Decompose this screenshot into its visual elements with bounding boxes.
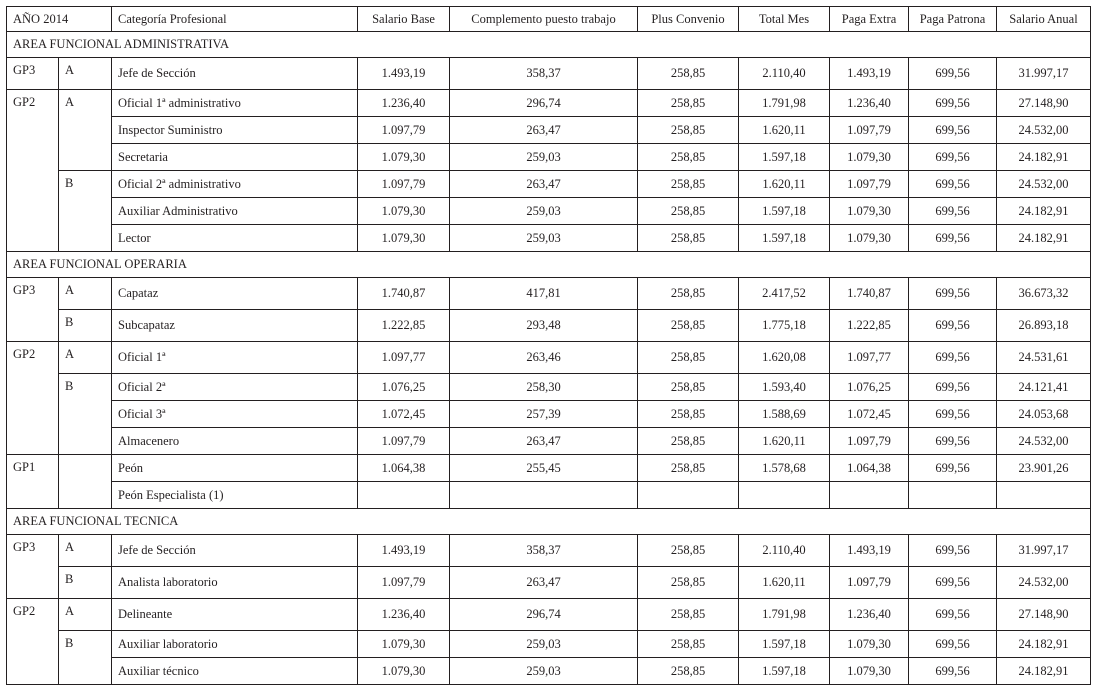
complemento-puesto-cell: 259,03 [450,225,638,252]
paga-patrona-cell: 699,56 [909,225,997,252]
table-row [7,144,1091,171]
category-cell: Jefe de Sección [112,58,358,90]
paga-extra-cell: 1.072,45 [830,401,909,428]
paga-extra-cell: 1.079,30 [830,658,909,685]
salario-base-cell: 1.236,40 [358,90,450,117]
salario-anual-cell: 24.182,91 [997,144,1091,171]
salario-anual-cell [997,482,1091,509]
table-row [7,171,1091,198]
salario-anual-cell: 24.182,91 [997,198,1091,225]
section-title: AREA FUNCIONAL ADMINISTRATIVA [7,32,1091,58]
salario-anual-cell: 24.532,00 [997,428,1091,455]
salario-base-cell: 1.079,30 [358,658,450,685]
salario-anual-cell: 24.182,91 [997,631,1091,658]
complemento-puesto-cell: 296,74 [450,90,638,117]
paga-extra-cell: 1.097,79 [830,117,909,144]
table-row [7,117,1091,144]
category-cell: Auxiliar técnico [112,658,358,685]
salario-base-cell: 1.493,19 [358,58,450,90]
total-mes-cell: 1.597,18 [739,198,830,225]
paga-extra-cell: 1.236,40 [830,90,909,117]
level-cell: B [59,374,112,455]
level-cell: A [59,342,112,374]
paga-patrona-cell: 699,56 [909,567,997,599]
paga-extra-cell: 1.097,79 [830,567,909,599]
complemento-puesto-cell: 263,47 [450,171,638,198]
column-header-total-mes: Total Mes [739,7,830,32]
paga-patrona-cell: 699,56 [909,171,997,198]
total-mes-cell: 1.620,11 [739,171,830,198]
table-row [7,567,1091,599]
total-mes-cell: 1.775,18 [739,310,830,342]
paga-extra-cell: 1.079,30 [830,631,909,658]
category-cell: Auxiliar Administrativo [112,198,358,225]
salario-base-cell: 1.076,25 [358,374,450,401]
total-mes-cell: 1.620,11 [739,117,830,144]
level-cell: B [59,567,112,599]
level-cell: B [59,310,112,342]
total-mes-cell: 1.620,11 [739,428,830,455]
paga-extra-cell: 1.222,85 [830,310,909,342]
plus-convenio-cell: 258,85 [638,225,739,252]
paga-extra-cell: 1.097,79 [830,171,909,198]
plus-convenio-cell: 258,85 [638,658,739,685]
plus-convenio-cell: 258,85 [638,599,739,631]
plus-convenio-cell: 258,85 [638,631,739,658]
group-cell: GP3 [7,58,59,90]
year-header: AÑO 2014 [7,7,112,32]
total-mes-cell: 1.597,18 [739,658,830,685]
paga-extra-cell: 1.079,30 [830,144,909,171]
total-mes-cell: 1.620,08 [739,342,830,374]
salario-anual-cell: 24.053,68 [997,401,1091,428]
paga-extra-cell: 1.079,30 [830,198,909,225]
total-mes-cell: 1.593,40 [739,374,830,401]
salario-base-cell: 1.097,77 [358,342,450,374]
category-cell: Capataz [112,278,358,310]
paga-extra-cell: 1.493,19 [830,58,909,90]
section-header-row [7,252,1091,278]
paga-extra-cell: 1.079,30 [830,225,909,252]
column-header-salario-base: Salario Base [358,7,450,32]
level-cell: B [59,171,112,252]
plus-convenio-cell: 258,85 [638,310,739,342]
table-row [7,482,1091,509]
salario-anual-cell: 27.148,90 [997,90,1091,117]
section-title: AREA FUNCIONAL OPERARIA [7,252,1091,278]
table-row [7,599,1091,631]
paga-extra-cell: 1.493,19 [830,535,909,567]
paga-patrona-cell: 699,56 [909,455,997,482]
plus-convenio-cell: 258,85 [638,58,739,90]
salario-base-cell: 1.740,87 [358,278,450,310]
salario-base-cell: 1.072,45 [358,401,450,428]
complemento-puesto-cell: 293,48 [450,310,638,342]
group-cell: GP3 [7,278,59,342]
plus-convenio-cell: 258,85 [638,342,739,374]
level-cell: A [59,535,112,567]
salario-base-cell: 1.079,30 [358,198,450,225]
table-row [7,455,1091,482]
level-cell [59,455,112,509]
section-title: AREA FUNCIONAL TECNICA [7,509,1091,535]
category-cell: Peón [112,455,358,482]
total-mes-cell: 1.620,11 [739,567,830,599]
column-header-category: Categoría Profesional [112,7,358,32]
column-header-paga-extra: Paga Extra [830,7,909,32]
group-cell: GP2 [7,599,59,685]
plus-convenio-cell: 258,85 [638,144,739,171]
salario-base-cell: 1.079,30 [358,225,450,252]
paga-patrona-cell: 699,56 [909,631,997,658]
column-header-paga-patrona: Paga Patrona [909,7,997,32]
table-row [7,535,1091,567]
salario-anual-cell: 26.893,18 [997,310,1091,342]
column-header-salario-anual: Salario Anual [997,7,1091,32]
paga-extra-cell: 1.064,38 [830,455,909,482]
table-row [7,658,1091,685]
plus-convenio-cell: 258,85 [638,117,739,144]
paga-patrona-cell: 699,56 [909,374,997,401]
table-row [7,225,1091,252]
paga-extra-cell [830,482,909,509]
salario-anual-cell: 31.997,17 [997,58,1091,90]
category-cell: Lector [112,225,358,252]
total-mes-cell: 1.597,18 [739,225,830,252]
complemento-puesto-cell: 296,74 [450,599,638,631]
total-mes-cell: 2.110,40 [739,535,830,567]
salario-base-cell: 1.236,40 [358,599,450,631]
salario-base-cell: 1.493,19 [358,535,450,567]
complemento-puesto-cell: 358,37 [450,58,638,90]
level-cell: A [59,58,112,90]
paga-patrona-cell: 699,56 [909,599,997,631]
paga-extra-cell: 1.740,87 [830,278,909,310]
plus-convenio-cell: 258,85 [638,374,739,401]
column-header-complemento: Complemento puesto trabajo [450,7,638,32]
category-cell: Secretaria [112,144,358,171]
salario-base-cell: 1.097,79 [358,117,450,144]
table-row [7,310,1091,342]
complemento-puesto-cell: 258,30 [450,374,638,401]
salario-base-cell: 1.064,38 [358,455,450,482]
total-mes-cell: 1.597,18 [739,144,830,171]
salario-anual-cell: 23.901,26 [997,455,1091,482]
category-cell: Almacenero [112,428,358,455]
table-row [7,90,1091,117]
section-header-row [7,32,1091,58]
category-cell: Jefe de Sección [112,535,358,567]
table-body [7,32,1091,685]
salario-anual-cell: 24.531,61 [997,342,1091,374]
paga-extra-cell: 1.097,77 [830,342,909,374]
salario-anual-cell: 24.532,00 [997,171,1091,198]
category-cell: Oficial 3ª [112,401,358,428]
salario-base-cell: 1.079,30 [358,144,450,171]
plus-convenio-cell: 258,85 [638,278,739,310]
plus-convenio-cell: 258,85 [638,90,739,117]
category-cell: Oficial 1ª [112,342,358,374]
table-row [7,58,1091,90]
paga-patrona-cell: 699,56 [909,278,997,310]
salario-anual-cell: 36.673,32 [997,278,1091,310]
level-cell: A [59,278,112,310]
total-mes-cell: 1.791,98 [739,599,830,631]
total-mes-cell: 1.597,18 [739,631,830,658]
paga-patrona-cell: 699,56 [909,428,997,455]
paga-patrona-cell [909,482,997,509]
plus-convenio-cell: 258,85 [638,198,739,225]
plus-convenio-cell: 258,85 [638,401,739,428]
table-row [7,198,1091,225]
complemento-puesto-cell: 255,45 [450,455,638,482]
table-row [7,342,1091,374]
salario-anual-cell: 24.182,91 [997,225,1091,252]
complemento-puesto-cell: 259,03 [450,144,638,171]
complemento-puesto-cell: 358,37 [450,535,638,567]
category-cell: Delineante [112,599,358,631]
paga-patrona-cell: 699,56 [909,117,997,144]
complemento-puesto-cell: 263,46 [450,342,638,374]
complemento-puesto-cell: 417,81 [450,278,638,310]
salario-base-cell: 1.222,85 [358,310,450,342]
complemento-puesto-cell: 259,03 [450,658,638,685]
group-cell: GP2 [7,342,59,455]
paga-patrona-cell: 699,56 [909,58,997,90]
plus-convenio-cell: 258,85 [638,455,739,482]
salary-table [6,6,1091,685]
complemento-puesto-cell [450,482,638,509]
salario-anual-cell: 31.997,17 [997,535,1091,567]
category-cell: Analista laboratorio [112,567,358,599]
header-row [7,7,1091,32]
paga-patrona-cell: 699,56 [909,144,997,171]
paga-patrona-cell: 699,56 [909,310,997,342]
plus-convenio-cell: 258,85 [638,171,739,198]
paga-patrona-cell: 699,56 [909,535,997,567]
salario-base-cell: 1.097,79 [358,171,450,198]
category-cell: Auxiliar laboratorio [112,631,358,658]
total-mes-cell: 1.578,68 [739,455,830,482]
category-cell: Peón Especialista (1) [112,482,358,509]
column-header-plus-convenio: Plus Convenio [638,7,739,32]
level-cell: B [59,631,112,685]
paga-patrona-cell: 699,56 [909,198,997,225]
complemento-puesto-cell: 263,47 [450,428,638,455]
table-row [7,278,1091,310]
category-cell: Oficial 1ª administrativo [112,90,358,117]
salario-anual-cell: 27.148,90 [997,599,1091,631]
paga-extra-cell: 1.097,79 [830,428,909,455]
total-mes-cell: 1.791,98 [739,90,830,117]
paga-patrona-cell: 699,56 [909,342,997,374]
salario-base-cell: 1.097,79 [358,567,450,599]
salario-anual-cell: 24.532,00 [997,117,1091,144]
total-mes-cell: 2.110,40 [739,58,830,90]
group-cell: GP3 [7,535,59,599]
paga-patrona-cell: 699,56 [909,90,997,117]
table-row [7,401,1091,428]
group-cell: GP1 [7,455,59,509]
complemento-puesto-cell: 263,47 [450,567,638,599]
plus-convenio-cell: 258,85 [638,567,739,599]
category-cell: Subcapataz [112,310,358,342]
salario-anual-cell: 24.121,41 [997,374,1091,401]
table-row [7,374,1091,401]
category-cell: Oficial 2ª administrativo [112,171,358,198]
salario-anual-cell: 24.182,91 [997,658,1091,685]
complemento-puesto-cell: 257,39 [450,401,638,428]
plus-convenio-cell: 258,85 [638,535,739,567]
paga-patrona-cell: 699,56 [909,658,997,685]
salario-anual-cell: 24.532,00 [997,567,1091,599]
category-cell: Oficial 2ª [112,374,358,401]
level-cell: A [59,599,112,631]
level-cell: A [59,90,112,171]
paga-extra-cell: 1.076,25 [830,374,909,401]
salario-base-cell [358,482,450,509]
salario-base-cell: 1.079,30 [358,631,450,658]
table-row [7,428,1091,455]
complemento-puesto-cell: 259,03 [450,631,638,658]
table-row [7,631,1091,658]
complemento-puesto-cell: 263,47 [450,117,638,144]
total-mes-cell: 2.417,52 [739,278,830,310]
plus-convenio-cell [638,482,739,509]
paga-patrona-cell: 699,56 [909,401,997,428]
paga-extra-cell: 1.236,40 [830,599,909,631]
plus-convenio-cell: 258,85 [638,428,739,455]
category-cell: Inspector Suministro [112,117,358,144]
salario-base-cell: 1.097,79 [358,428,450,455]
section-header-row [7,509,1091,535]
group-cell: GP2 [7,90,59,252]
complemento-puesto-cell: 259,03 [450,198,638,225]
total-mes-cell: 1.588,69 [739,401,830,428]
total-mes-cell [739,482,830,509]
